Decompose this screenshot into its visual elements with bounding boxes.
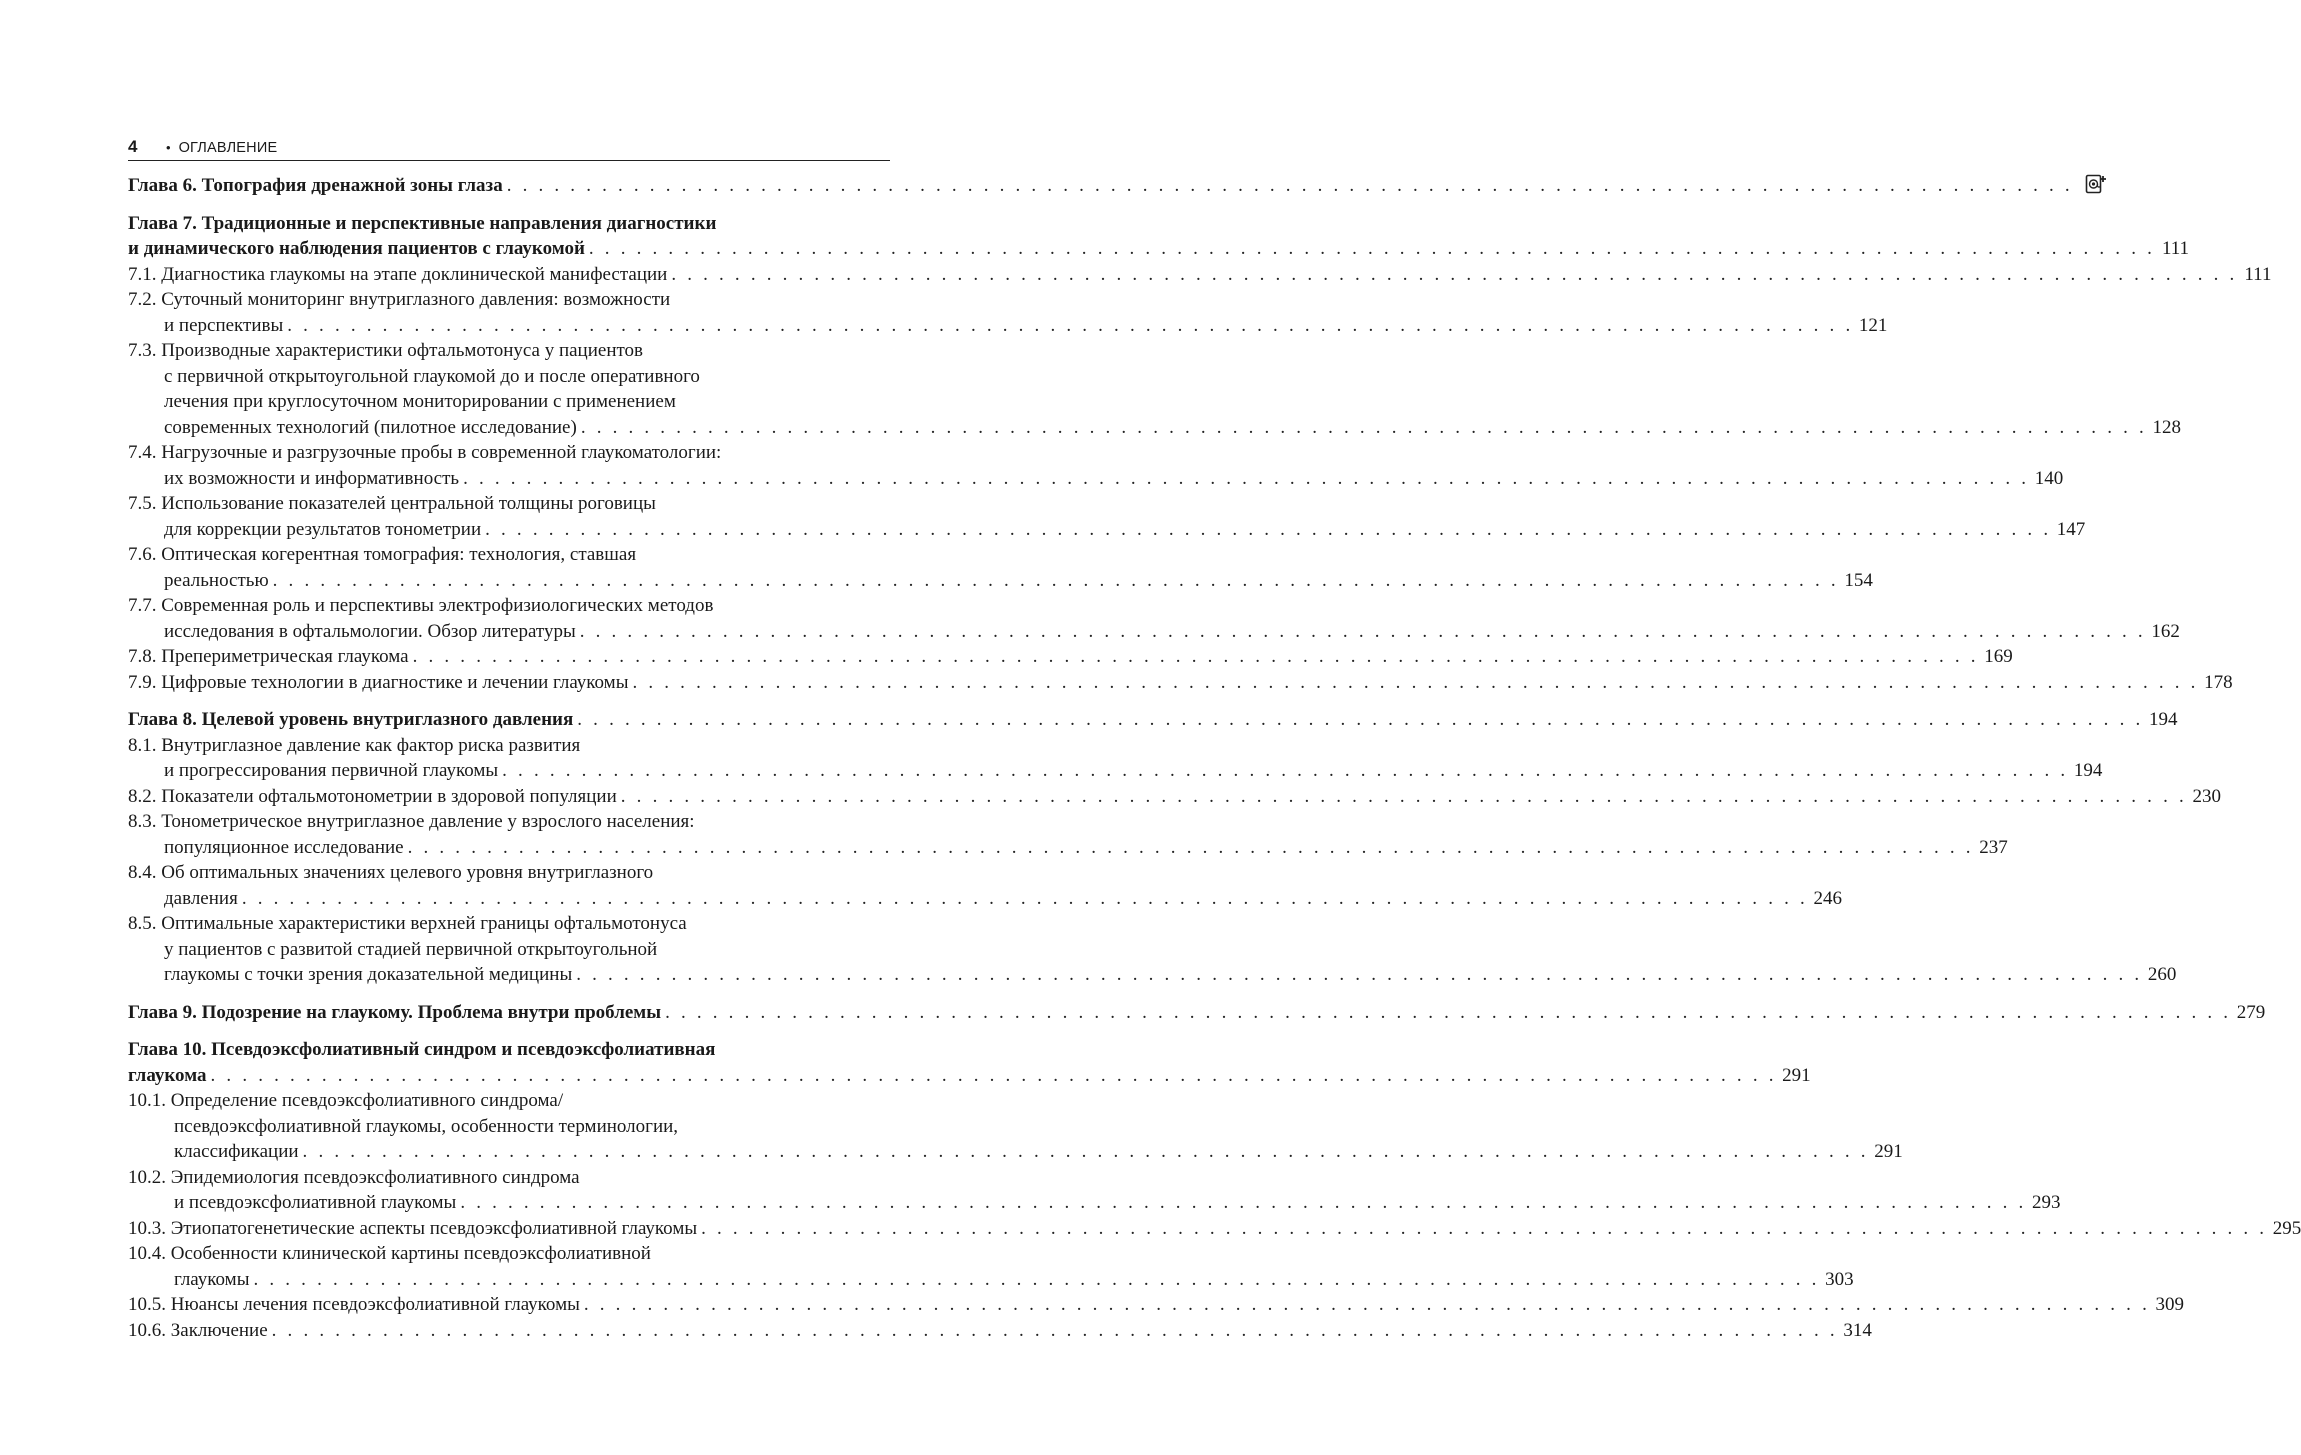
page-ref: 230	[2192, 785, 2221, 807]
toc-entry-title: 7.9. Цифровые технологии в диагностике и лечении глаукомы	[128, 671, 629, 693]
page-ref: 279	[2236, 1001, 2266, 1023]
leader-dots: . . . . . . . . . . . . . . . . . . . . . . . . . . . . . . . . . . . . . . . . . . . . . . . . . . . . . . . . . . . . . . . . . . . . . . . . . . . . . . . . . . . . . . . . . . . . . . . . . . .	[241, 887, 1808, 909]
toc-entry-title: Глава 6. Топография дренажной зоны глаза	[128, 175, 503, 196]
page-ref: 260	[2147, 964, 2177, 985]
leader-dots: . . . . . . . . . . . . . . . . . . . . . . . . . . . . . . . . . . . . . . . . . . . . . . . . . . . . . . . . . . . . . . . . . . . . . . . . . . . . . . . . . . . . . . . . . . . . . . . . . . .	[620, 785, 2187, 807]
toc-entry-title-cont: глаукомы	[174, 1268, 250, 1290]
toc-entry-10-6[interactable]	[128, 1318, 1872, 1344]
leader-dots: . . . . . . . . . . . . . . . . . . . . . . . . . . . . . . . . . . . . . . . . . . . . . . . . . . . . . . . . . . . . . . . . . . . . . . . . . . . . . . . . . . . . . . . . . . . . . . . . . . .	[210, 1064, 1777, 1086]
toc-entry-title: 8.3. Тонометрическое внутриглазное давление у взрослого населения:	[128, 811, 695, 832]
page-ref: 111	[2244, 263, 2272, 285]
leader-dots: . . . . . . . . . . . . . . . . . . . . . . . . . . . . . . . . . . . . . . . . . . . . . . . . . . . . . . . . . . . . . . . . . . . . . . . . . . . . . . . . . . . . . . . . . . . . . . . . . . .	[671, 263, 2238, 285]
toc-entry-title-cont: глаукомы с точки зрения доказательной медицины	[164, 964, 573, 985]
toc-entry-title: 10.2. Эпидемиология псевдоэксфолиативного синдрома	[128, 1166, 580, 1188]
toc-entry-title-cont: реальностью	[164, 569, 269, 591]
page-ref: 291	[1874, 1141, 1903, 1162]
leader-dots: . . . . . . . . . . . . . . . . . . . . . . . . . . . . . . . . . . . . . . . . . . . . . . . . . . . . . . . . . . . . . . . . . . . . . . . . . . . . . . . . . . . . . . . . . . . . . . . . . . .	[287, 314, 1854, 336]
toc-entry-7-5[interactable]	[128, 491, 2086, 542]
toc-entry-ch8[interactable]	[128, 707, 2178, 733]
chapter-9	[128, 1000, 2266, 1026]
page-number: 4	[128, 137, 138, 156]
page-ref: 121	[1858, 314, 1888, 336]
toc-entry-title-cont: и прогрессирования первичной глаукомы	[164, 760, 499, 781]
toc-entry-title: Глава 9. Подозрение на глаукому. Проблема внутри проблемы	[128, 1001, 662, 1023]
chapter-6	[128, 171, 2073, 199]
online-resource-icon[interactable]	[2077, 171, 2107, 199]
toc-entry-10-4[interactable]	[128, 1241, 1854, 1292]
toc-entry-title: 7.6. Оптическая когерентная томография: технология, ставшая	[128, 544, 637, 565]
toc-entry-10-3[interactable]	[128, 1216, 2301, 1242]
toc-entry-title: 8.2. Показатели офтальмотонометрии в здоровой популяции	[128, 785, 617, 807]
toc-entry-title: 10.3. Этиопатогенетические аспекты псевдоэксфолиативной глаукомы	[128, 1217, 698, 1239]
leader-dots: . . . . . . . . . . . . . . . . . . . . . . . . . . . . . . . . . . . . . . . . . . . . . . . . . . . . . . . . . . . . . . . . . . . . . . . . . . . . . . . . . . . . . . . . . . . . . . . . . . .	[577, 709, 2144, 730]
toc-entry-8-5[interactable]	[128, 911, 2177, 988]
page-ref: 291	[1782, 1064, 1811, 1086]
leader-dots: . . . . . . . . . . . . . . . . . . . . . . . . . . . . . . . . . . . . . . . . . . . . . . . . . . . . . . . . . . . . . . . . . . . . . . . . . . . . . . . . . . . . . . . . . . . . . . . . . . .	[588, 238, 2156, 259]
toc-entry-7-7[interactable]	[128, 593, 2180, 644]
page-ref: 147	[2056, 518, 2086, 540]
page-ref: 154	[1844, 569, 1873, 591]
toc-entry-ch6[interactable]	[128, 171, 2073, 199]
toc-entry-title: 7.8. Препериметрическая глаукома	[128, 646, 409, 667]
toc-entry-title-cont: псевдоэксфолиативной глаукомы, особенности терминологии,	[174, 1115, 679, 1137]
header-bullet: •	[166, 140, 171, 155]
toc-entry-title: 10.5. Нюансы лечения псевдоэксфолиативной глаукомы	[128, 1294, 580, 1315]
leader-dots: . . . . . . . . . . . . . . . . . . . . . . . . . . . . . . . . . . . . . . . . . . . . . . . . . . . . . . . . . . . . . . . . . . . . . . . . . . . . . . . . . . . . . . . . . . . . . . . . . . .	[701, 1217, 2268, 1239]
page-ref: 162	[2151, 620, 2180, 642]
toc-entry-title: 7.5. Использование показателей центральной толщины роговицы	[128, 493, 656, 514]
toc-entry-title-cont: для коррекции результатов тонометрии	[164, 518, 482, 540]
chapter-10	[128, 1037, 2301, 1343]
page-ref: 314	[1843, 1319, 1872, 1341]
toc-entry-8-3[interactable]	[128, 809, 2008, 860]
toc-entry-title: 7.7. Современная роль и перспективы электрофизиологических методов	[128, 595, 714, 616]
leader-dots: . . . . . . . . . . . . . . . . . . . . . . . . . . . . . . . . . . . . . . . . . . . . . . . . . . . . . . . . . . . . . . . . . . . . . . . . . . . . . . . . . . . . . . . . . . . . . . . . . . .	[407, 836, 1974, 858]
toc-entry-10-1[interactable]	[128, 1088, 1903, 1165]
toc-entry-title: 10.6. Заключение	[128, 1319, 268, 1341]
leader-dots: . . . . . . . . . . . . . . . . . . . . . . . . . . . . . . . . . . . . . . . . . . . . . . . . . . . . . . . . . . . . . . . . . . . . . . . . . . . . . . . . . . . . . . . . . . . . . . . . . . .	[272, 569, 1839, 591]
leader-dots: . . . . . . . . . . . . . . . . . . . . . . . . . . . . . . . . . . . . . . . . . . . . . . . . . . . . . . . . . . . . . . . . . . . . . . . . . . . . . . . . . . . . . . . . . . . . . . . . . . .	[253, 1268, 1820, 1290]
toc-entry-8-1[interactable]	[128, 733, 2103, 784]
toc-entry-title-cont: их возможности и информативность	[164, 467, 460, 489]
toc-entry-title: 7.1. Диагностика глаукомы на этапе доклинической манифестации	[128, 263, 668, 285]
toc-entry-7-9[interactable]	[128, 670, 2233, 696]
leader-dots: . . . . . . . . . . . . . . . . . . . . . . . . . . . . . . . . . . . . . . . . . . . . . . . . . . . . . . . . . . . . . . . . . . . . . . . . . . . . . . . . . . . . . . . . . . . . . . . . . . .	[583, 1294, 2151, 1315]
toc-entry-8-4[interactable]	[128, 860, 1842, 911]
toc-entry-title: 8.1. Внутриглазное давление как фактор риска развития	[128, 734, 581, 756]
page-ref: 169	[1984, 646, 2013, 667]
page-ref: 293	[2031, 1192, 2061, 1213]
toc-entry-title: 8.5. Оптимальные характеристики верхней границы офтальмотонуса	[128, 913, 687, 934]
leader-dots: . . . . . . . . . . . . . . . . . . . . . . . . . . . . . . . . . . . . . . . . . . . . . . . . . . . . . . . . . . . . . . . . . . . . . . . . . . . . . . . . . . . . . . . . . . . . . . . . . . .	[412, 646, 1979, 667]
toc-entry-title-cont: с первичной открытоугольной глаукомой до и после оперативного	[164, 365, 700, 387]
page-ref: 246	[1813, 887, 1842, 909]
leader-dots: . . . . . . . . . . . . . . . . . . . . . . . . . . . . . . . . . . . . . . . . . . . . . . . . . . . . . . . . . . . . . . . . . . . . . . . . . . . . . . . . . . . . . . . . . . . . . . . . . . .	[463, 467, 2030, 489]
running-head	[128, 134, 890, 161]
toc-entry-title-cont: лечения при круглосуточном мониторировании с применением	[164, 391, 676, 412]
toc-entry-title: 10.1. Определение псевдоэксфолиативного синдрома/	[128, 1090, 564, 1111]
toc-entry-ch10[interactable]	[128, 1037, 1811, 1088]
page-ref: 303	[1825, 1268, 1854, 1290]
page-ref: 194	[2148, 709, 2178, 730]
leader-dots: . . . . . . . . . . . . . . . . . . . . . . . . . . . . . . . . . . . . . . . . . . . . . . . . . . . . . . . . . . . . . . . . . . . . . . . . . . . . . . . . . . . . . . . . . . . . . . . . . . .	[580, 416, 2147, 438]
toc-entry-7-6[interactable]	[128, 542, 1873, 593]
toc-entry-title-cont: глаукома	[128, 1064, 207, 1086]
toc-entry-title-cont: популяционное исследование	[164, 836, 404, 858]
toc-entry-7-8[interactable]	[128, 644, 2013, 670]
page-ref: 111	[2161, 238, 2190, 259]
toc-entry-title: Глава 10. Псевдоэксфолиативный синдром и псевдоэксфолиативная	[128, 1039, 716, 1060]
toc-entry-title-cont: у пациентов с развитой стадией первичной открытоугольной	[164, 938, 658, 960]
toc-entry-7-1[interactable]	[128, 262, 2272, 288]
toc-entry-7-3[interactable]	[128, 338, 2181, 440]
page-ref: 128	[2152, 416, 2181, 438]
toc-entry-7-2[interactable]	[128, 287, 1888, 338]
toc-entry-10-2[interactable]	[128, 1165, 2061, 1216]
toc-entry-title: Глава 8. Целевой уровень внутриглазного давления	[128, 709, 574, 730]
page-ref: 237	[1979, 836, 2008, 858]
leader-dots: . . . . . . . . . . . . . . . . . . . . . . . . . . . . . . . . . . . . . . . . . . . . . . . . . . . . . . . . . . . . . . . . . . . . . . . . . . . . . . . . . . . . . . . . . . . . . . . . . . .	[579, 620, 2146, 642]
toc-entry-7-4[interactable]	[128, 440, 2064, 491]
toc-entry-title: 7.2. Суточный мониторинг внутриглазного давления: возможности	[128, 289, 671, 310]
page-ref: 295	[2272, 1217, 2301, 1239]
toc-entry-title-cont: исследования в офтальмологии. Обзор литературы	[164, 620, 576, 642]
toc-entry-ch7[interactable]	[128, 211, 2190, 262]
leader-dots: . . . . . . . . . . . . . . . . . . . . . . . . . . . . . . . . . . . . . . . . . . . . . . . . . . . . . . . . . . . . . . . . . . . . . . . . . . . . . . . . . . . . . . . . . . . . . . . . . . .	[506, 175, 2073, 196]
toc-entry-title: Глава 7. Традиционные и перспективные направления диагностики	[128, 212, 717, 234]
toc-entry-ch9[interactable]	[128, 1000, 2266, 1026]
leader-dots: . . . . . . . . . . . . . . . . . . . . . . . . . . . . . . . . . . . . . . . . . . . . . . . . . . . . . . . . . . . . . . . . . . . . . . . . . . . . . . . . . . . . . . . . . . . . . . . . . . .	[302, 1141, 1869, 1162]
chapter-8	[128, 707, 2221, 988]
toc-entry-title: 10.4. Особенности клинической картины псевдоэксфолиативной	[128, 1243, 651, 1264]
toc-entry-title-cont: и псевдоэксфолиативной глаукомы	[174, 1192, 457, 1213]
page-ref: 140	[2034, 467, 2064, 489]
chapter-7	[128, 211, 2272, 696]
page	[128, 134, 2301, 1343]
leader-dots: . . . . . . . . . . . . . . . . . . . . . . . . . . . . . . . . . . . . . . . . . . . . . . . . . . . . . . . . . . . . . . . . . . . . . . . . . . . . . . . . . . . . . . . . . . . . . . . . . . .	[271, 1319, 1838, 1341]
page-ref: 309	[2155, 1294, 2185, 1315]
toc-entry-title-cont: и динамического наблюдения пациентов с глаукомой	[128, 238, 585, 259]
toc-entry-title-cont: давления	[164, 887, 238, 909]
leader-dots: . . . . . . . . . . . . . . . . . . . . . . . . . . . . . . . . . . . . . . . . . . . . . . . . . . . . . . . . . . . . . . . . . . . . . . . . . . . . . . . . . . . . . . . . . . . . . . . . . . .	[502, 760, 2069, 781]
running-title: ОГЛАВЛЕНИЕ	[178, 140, 278, 156]
toc-entry-title-cont: классификации	[174, 1141, 299, 1162]
page-ref: 178	[2204, 671, 2233, 693]
toc-entry-title: 7.4. Нагрузочные и разгрузочные пробы в современной глаукоматологии:	[128, 442, 722, 463]
page-ref: 194	[2073, 760, 2103, 781]
leader-dots: . . . . . . . . . . . . . . . . . . . . . . . . . . . . . . . . . . . . . . . . . . . . . . . . . . . . . . . . . . . . . . . . . . . . . . . . . . . . . . . . . . . . . . . . . . . . . . . . . . .	[632, 671, 2199, 693]
toc-entry-title-cont: современных технологий (пилотное исследование)	[164, 416, 577, 438]
toc-entry-title: 7.3. Производные характеристики офтальмотонуса у пациентов	[128, 340, 644, 361]
toc-entry-10-5[interactable]	[128, 1292, 2185, 1318]
leader-dots: . . . . . . . . . . . . . . . . . . . . . . . . . . . . . . . . . . . . . . . . . . . . . . . . . . . . . . . . . . . . . . . . . . . . . . . . . . . . . . . . . . . . . . . . . . . . . . . . . . .	[460, 1192, 2027, 1213]
leader-dots: . . . . . . . . . . . . . . . . . . . . . . . . . . . . . . . . . . . . . . . . . . . . . . . . . . . . . . . . . . . . . . . . . . . . . . . . . . . . . . . . . . . . . . . . . . . . . . . . . . .	[576, 964, 2143, 985]
toc-entry-8-2[interactable]	[128, 784, 2221, 810]
toc-entry-title: 8.4. Об оптимальных значениях целевого уровня внутриглазного	[128, 862, 654, 883]
leader-dots: . . . . . . . . . . . . . . . . . . . . . . . . . . . . . . . . . . . . . . . . . . . . . . . . . . . . . . . . . . . . . . . . . . . . . . . . . . . . . . . . . . . . . . . . . . . . . . . . . . .	[665, 1001, 2232, 1023]
toc-entry-title-cont: и перспективы	[164, 314, 284, 336]
leader-dots: . . . . . . . . . . . . . . . . . . . . . . . . . . . . . . . . . . . . . . . . . . . . . . . . . . . . . . . . . . . . . . . . . . . . . . . . . . . . . . . . . . . . . . . . . . . . . . . . . . .	[485, 518, 2052, 540]
